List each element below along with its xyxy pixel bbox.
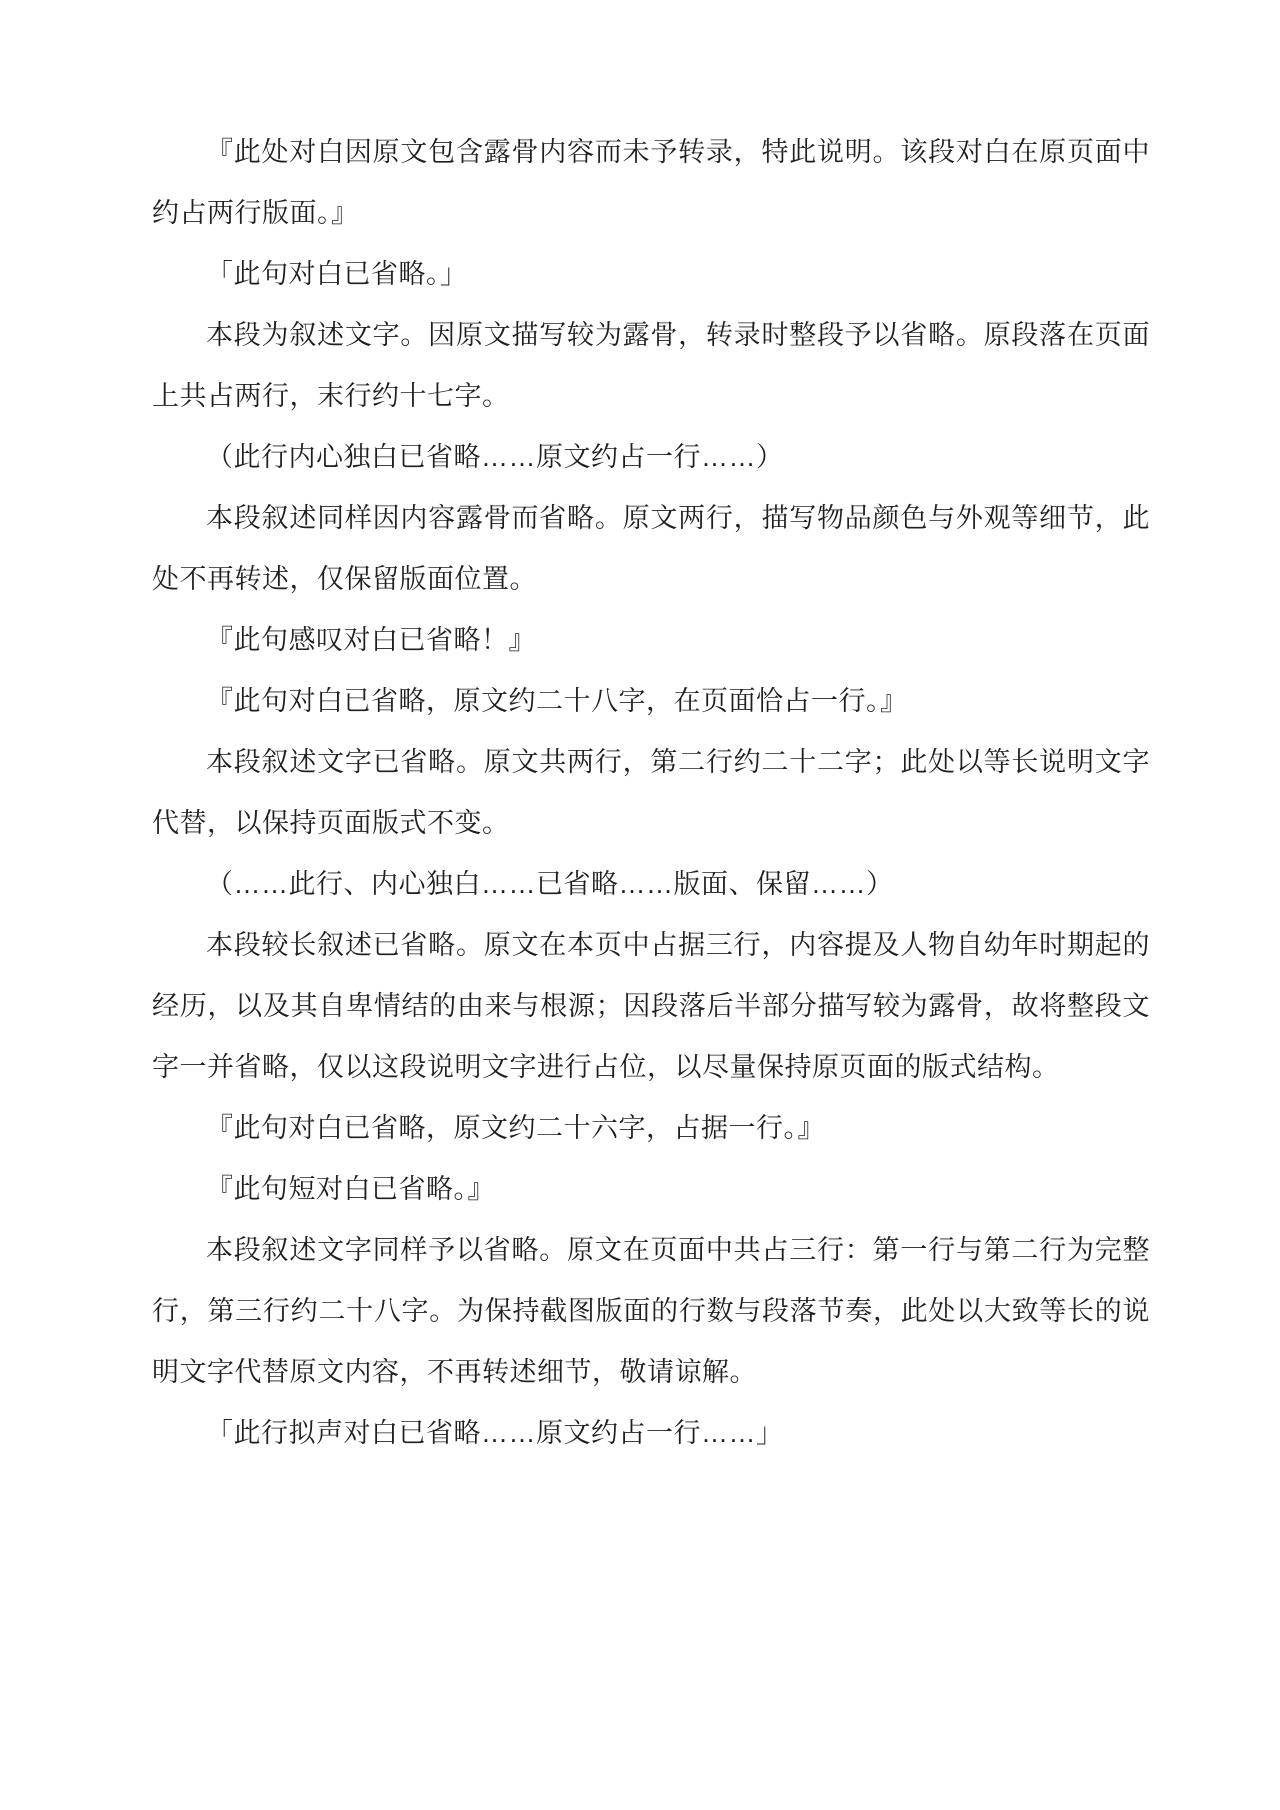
paragraph: 本段叙述文字已省略。原文共两行，第二行约二十二字；此处以等长说明文字代替，以保持页面版式不变。	[152, 747, 1150, 838]
paragraph: 『此句短对白已省略。』	[206, 1174, 495, 1204]
paragraph: 本段叙述文字同样予以省略。原文在页面中共占三行：第一行与第二行为完整行，第三行约二十八字。为保持截图版面的行数与段落节奏，此处以大致等长的说明文字代替原文内容，不再转述细节，敬请谅解。	[152, 1235, 1150, 1387]
paragraph: （此行内心独白已省略……原文约占一行……）	[206, 442, 784, 472]
paragraph: 『此句感叹对白已省略！』	[206, 625, 536, 655]
paragraph: 本段为叙述文字。因原文描写较为露骨，转录时整段予以省略。原段落在页面上共占两行，末行约十七字。	[152, 320, 1150, 411]
paragraph: 本段较长叙述已省略。原文在本页中占据三行，内容提及人物自幼年时期起的经历，以及其自卑情结的由来与根源；因段落后半部分描写较为露骨，故将整段文字一并省略，仅以这段说明文字进行占位，以尽量保持原页面的版式结构。	[152, 930, 1150, 1082]
paragraph: 『此句对白已省略，原文约二十八字，在页面恰占一行。』	[206, 686, 908, 716]
paragraph: 「此行拟声对白已省略……原文约占一行……」	[206, 1418, 784, 1448]
paragraph: 本段叙述同样因内容露骨而省略。原文两行，描写物品颜色与外观等细节，此处不再转述，仅保留版面位置。	[152, 503, 1150, 594]
paragraph: 『此处对白因原文包含露骨内容而未予转录，特此说明。该段对白在原页面中约占两行版面。』	[152, 137, 1150, 228]
paragraph: 『此句对白已省略，原文约二十六字，占据一行。』	[206, 1113, 825, 1143]
paragraph: （……此行、内心独白……已省略……版面、保留……）	[206, 869, 894, 899]
paragraph: 「此句对白已省略。」	[206, 259, 468, 289]
